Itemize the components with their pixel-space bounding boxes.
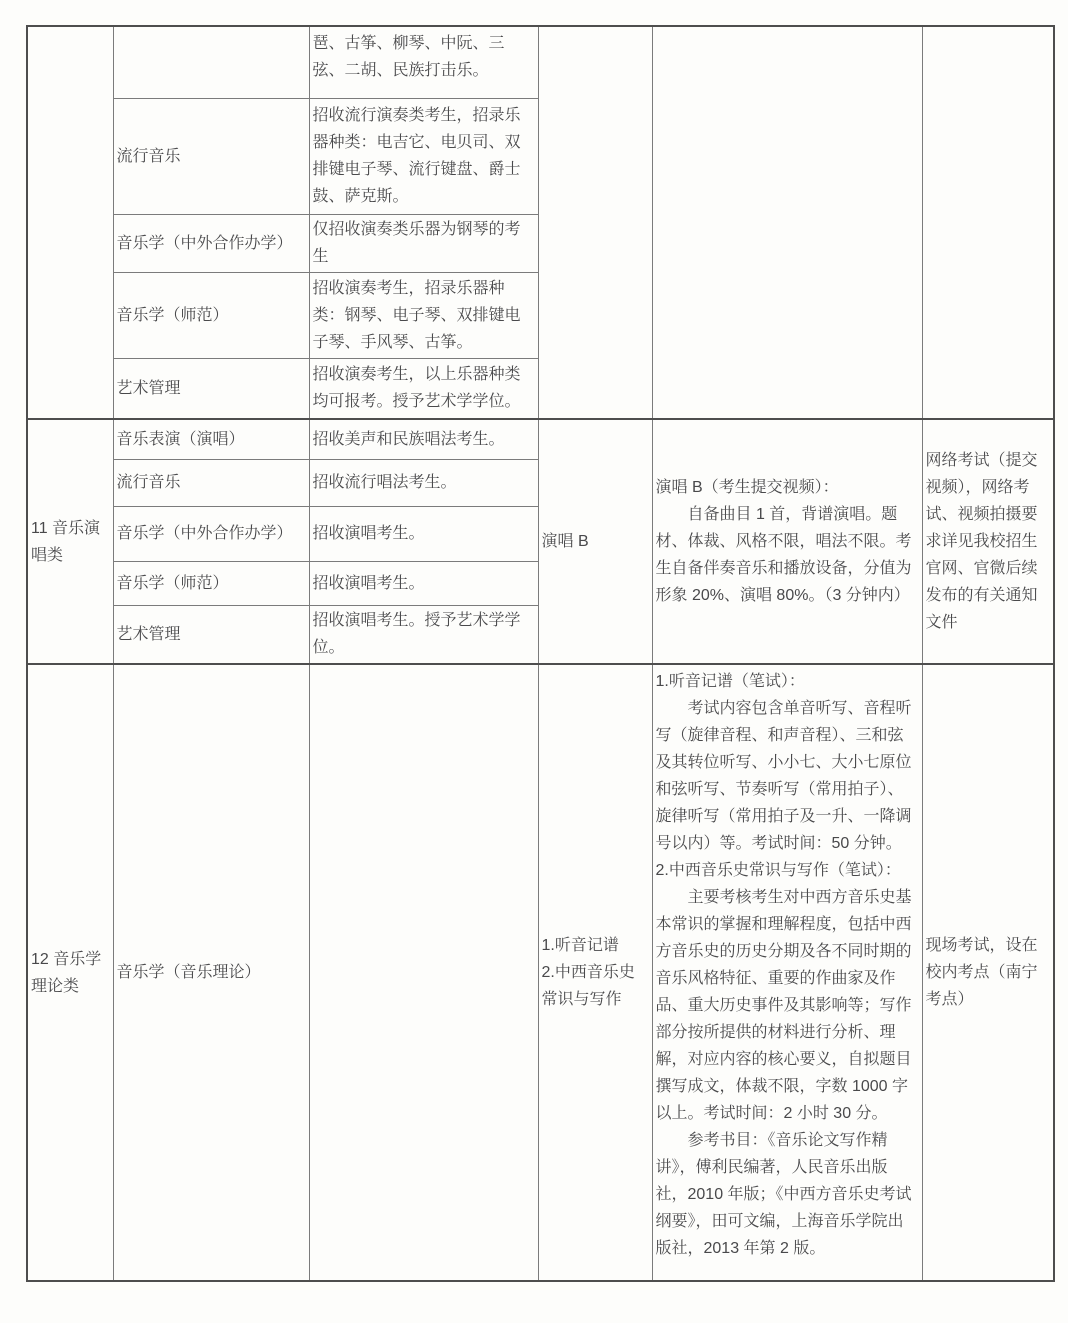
exam-subject-cell-empty (538, 26, 652, 419)
table-row (27, 26, 1054, 98)
exam-content-line: 主要考核考生对中西方音乐史基本常识的掌握和理解程度，包括中西方音乐史的历史分期及各不同时期的音乐风格特征、重要的作曲家及作品、重大历史事件及其影响等；写作部分按所提供的材料进行分析、理解，对应内容的核心要义，自拟题目撰写成文，体裁不限，字数 1000 字以上。考试时间：2 小时 30 分。 (655, 889, 912, 1122)
major-cell: 音乐学（音乐理论） (113, 664, 309, 1281)
exam-subject-line: 2.中西音乐史常识与写作 (541, 964, 635, 1008)
description-cell: 招收演奏考生，以上乐器种类均可报考。授予艺术学学位。 (309, 358, 538, 419)
description-cell: 招收演唱考生。授予艺术学学位。 (309, 605, 538, 664)
major-cell: 音乐表演（演唱） (113, 419, 309, 459)
exam-content-line: 自备曲目 1 首，背谱演唱。题材、体裁、风格不限，唱法不限。考生自备伴奏音乐和播放设备，分值为形象 20%、演唱 80%。（3 分钟内） (655, 506, 912, 604)
table-row (27, 664, 1054, 1281)
admission-exam-table (26, 25, 1055, 1282)
description-cell: 招收演唱考生。 (309, 561, 538, 605)
major-cell: 流行音乐 (113, 459, 309, 506)
document-sheet (26, 25, 1055, 1282)
description-cell: 招收美声和民族唱法考生。 (309, 419, 538, 459)
major-cell: 艺术管理 (113, 358, 309, 419)
description-cell: 琶、古筝、柳琴、中阮、三弦、二胡、民族打击乐。 (309, 26, 538, 98)
major-cell: 流行音乐 (113, 98, 309, 214)
major-cell: 音乐学（中外合作办学） (113, 506, 309, 561)
description-cell (309, 664, 538, 1281)
description-cell: 招收流行演奏类考生，招录乐器种类：电吉它、电贝司、双排键电子琴、流行键盘、爵士鼓、萨克斯。 (309, 98, 538, 214)
exam-subject-line: 1.听音记谱 (541, 937, 619, 954)
exam-content-line: 演唱 B（考生提交视频）： (655, 479, 839, 496)
exam-content-line: 1.听音记谱（笔试）： (655, 673, 805, 690)
exam-format-cell: 网络考试（提交视频），网络考试、视频拍摄要求详见我校招生官网、官微后续发布的有关通知文件 (922, 419, 1054, 664)
exam-format-cell: 现场考试，设在校内考点（南宁考点） (922, 664, 1054, 1281)
major-cell: 音乐学（师范） (113, 561, 309, 605)
description-cell: 仅招收演奏类乐器为钢琴的考生 (309, 214, 538, 272)
table-row (27, 419, 1054, 459)
exam-content-cell (652, 664, 922, 1281)
major-cell: 音乐学（中外合作办学） (113, 214, 309, 272)
exam-subject-cell: 演唱 B (538, 419, 652, 664)
exam-content-line: 参考书目：《音乐论文写作精讲》，傅利民编著，人民音乐出版社，2010 年版；《中西方音乐史考试纲要》，田可文编，上海音乐学院出版社，2013 年第 2 版。 (655, 1132, 912, 1257)
category-cell-11: 11 音乐演唱类 (27, 419, 113, 664)
exam-format-cell-empty (922, 26, 1054, 419)
category-cell-empty (27, 26, 113, 419)
exam-subject-cell (538, 664, 652, 1281)
exam-content-line: 考试内容包含单音听写、音程听写（旋律音程、和声音程）、三和弦及其转位听写、小小七、大小七原位和弦听写、节奏听写（常用拍子）、旋律听写（常用拍子及一升、一降调号以内）等。考试时间：50 分钟。 (655, 700, 912, 852)
exam-content-cell (652, 419, 922, 664)
description-cell: 招收演唱考生。 (309, 506, 538, 561)
exam-content-line: 2.中西音乐史常识与写作（笔试）： (655, 862, 901, 879)
major-cell: 音乐学（师范） (113, 272, 309, 358)
category-cell-12: 12 音乐学理论类 (27, 664, 113, 1281)
description-cell: 招收演奏考生，招录乐器种类：钢琴、电子琴、双排键电子琴、手风琴、古筝。 (309, 272, 538, 358)
major-cell: 艺术管理 (113, 605, 309, 664)
major-cell (113, 26, 309, 98)
description-cell: 招收流行唱法考生。 (309, 459, 538, 506)
exam-content-cell-empty (652, 26, 922, 419)
